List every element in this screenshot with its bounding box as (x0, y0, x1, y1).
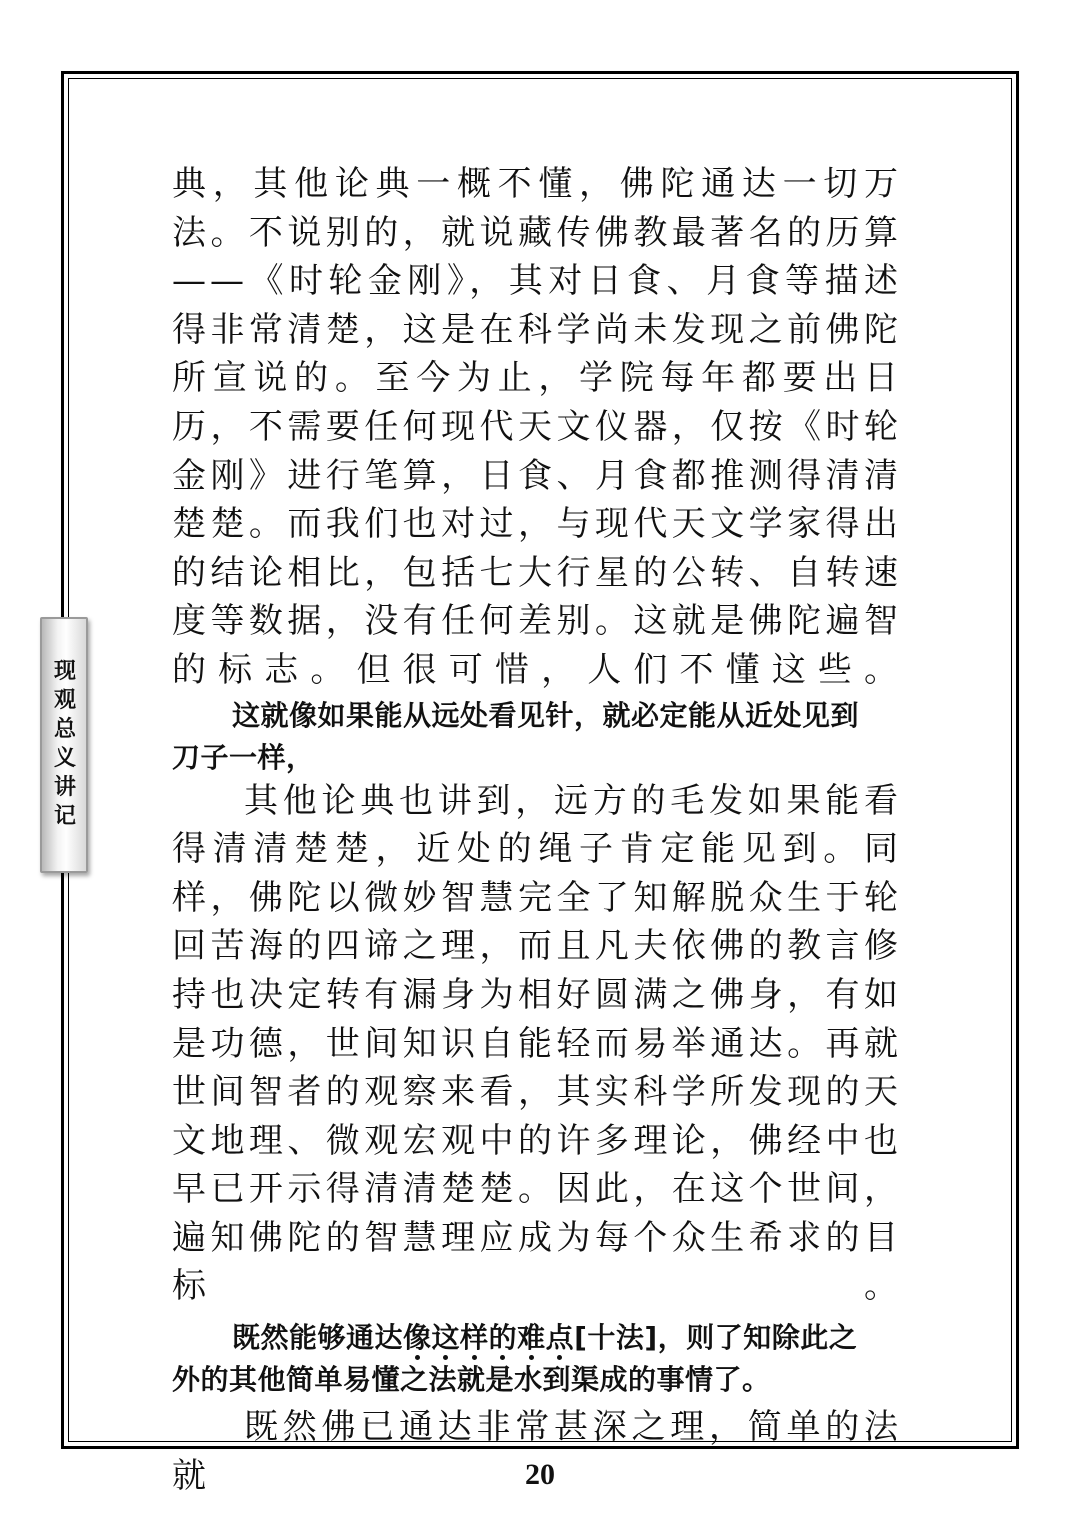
root-text-1 (172, 695, 902, 779)
root-text-2 (172, 1317, 902, 1401)
page-number: 20 (525, 1458, 555, 1491)
root-text-2-line-2: 外的其他简单易懂之法就是水到渠成的事情了。 (172, 1363, 771, 1397)
root-text-2-before: 既然能够通达 (232, 1321, 404, 1355)
emphasis-char: 这 (431, 1321, 461, 1355)
emphasis-char: 难 (517, 1321, 546, 1355)
root-text-2-line-1 (172, 1317, 902, 1359)
root-text-1-line-2: 刀子一样， (172, 740, 315, 774)
side-tab (40, 617, 88, 873)
book-title-vertical: 现观总义讲记 (54, 658, 77, 829)
emphasis-char: 的 (488, 1321, 518, 1355)
emphasis-char: 点 (545, 1321, 575, 1355)
paragraph-2: 其他论典也讲到，远方的毛发如果能看得清清楚楚，近处的绳子肯定能见到。同样，佛陀以微妙智慧完全了知解脱众生于轮回苦海的四谛之理，而且凡夫依佛的教言修持也决定转有漏身为相好圆满之佛身，有如是功德，世间知识自能轻而易举通达。再就世间智者的观察来看，其实科学所发现的天文地理、微观宏观中的许多理论，佛经中也早已开示得清清楚楚。因此，在这个世间，遍知佛陀的智慧理应成为每个众生希求的目标。 (172, 780, 902, 1307)
paragraph-1: 典，其他论典一概不懂，佛陀通达一切万法。不说别的，就说藏传佛教最著名的历算——《时轮金刚》，其对日食、月食等描述得非常清楚，这是在科学尚未发现之前佛陀所宣说的。至今为止，学院每年都要出日历，不需要任何现代天文仪器，仅按《时轮金刚》进行笔算，日食、月食都推测得清清楚楚。而我们也对过，与现代天文学家得出的结论相比，包括七大行星的公转、自转速度等数据，没有任何差别。这就是佛陀遍智的标志。但很可惜，人们不懂这些。 (172, 164, 902, 690)
root-text-2-after: [十法]，则了知除此之 (574, 1321, 858, 1355)
page-content (172, 160, 902, 1500)
emphasis-char: 像 (403, 1321, 432, 1355)
paragraph-3: 既然佛已通达非常甚深之理，简单的法就 (172, 1407, 902, 1496)
root-text-1-line-1: 这就像如果能从远处看见针，就必定能从近处见到 (232, 698, 860, 732)
emphasis-char: 样 (460, 1321, 489, 1355)
